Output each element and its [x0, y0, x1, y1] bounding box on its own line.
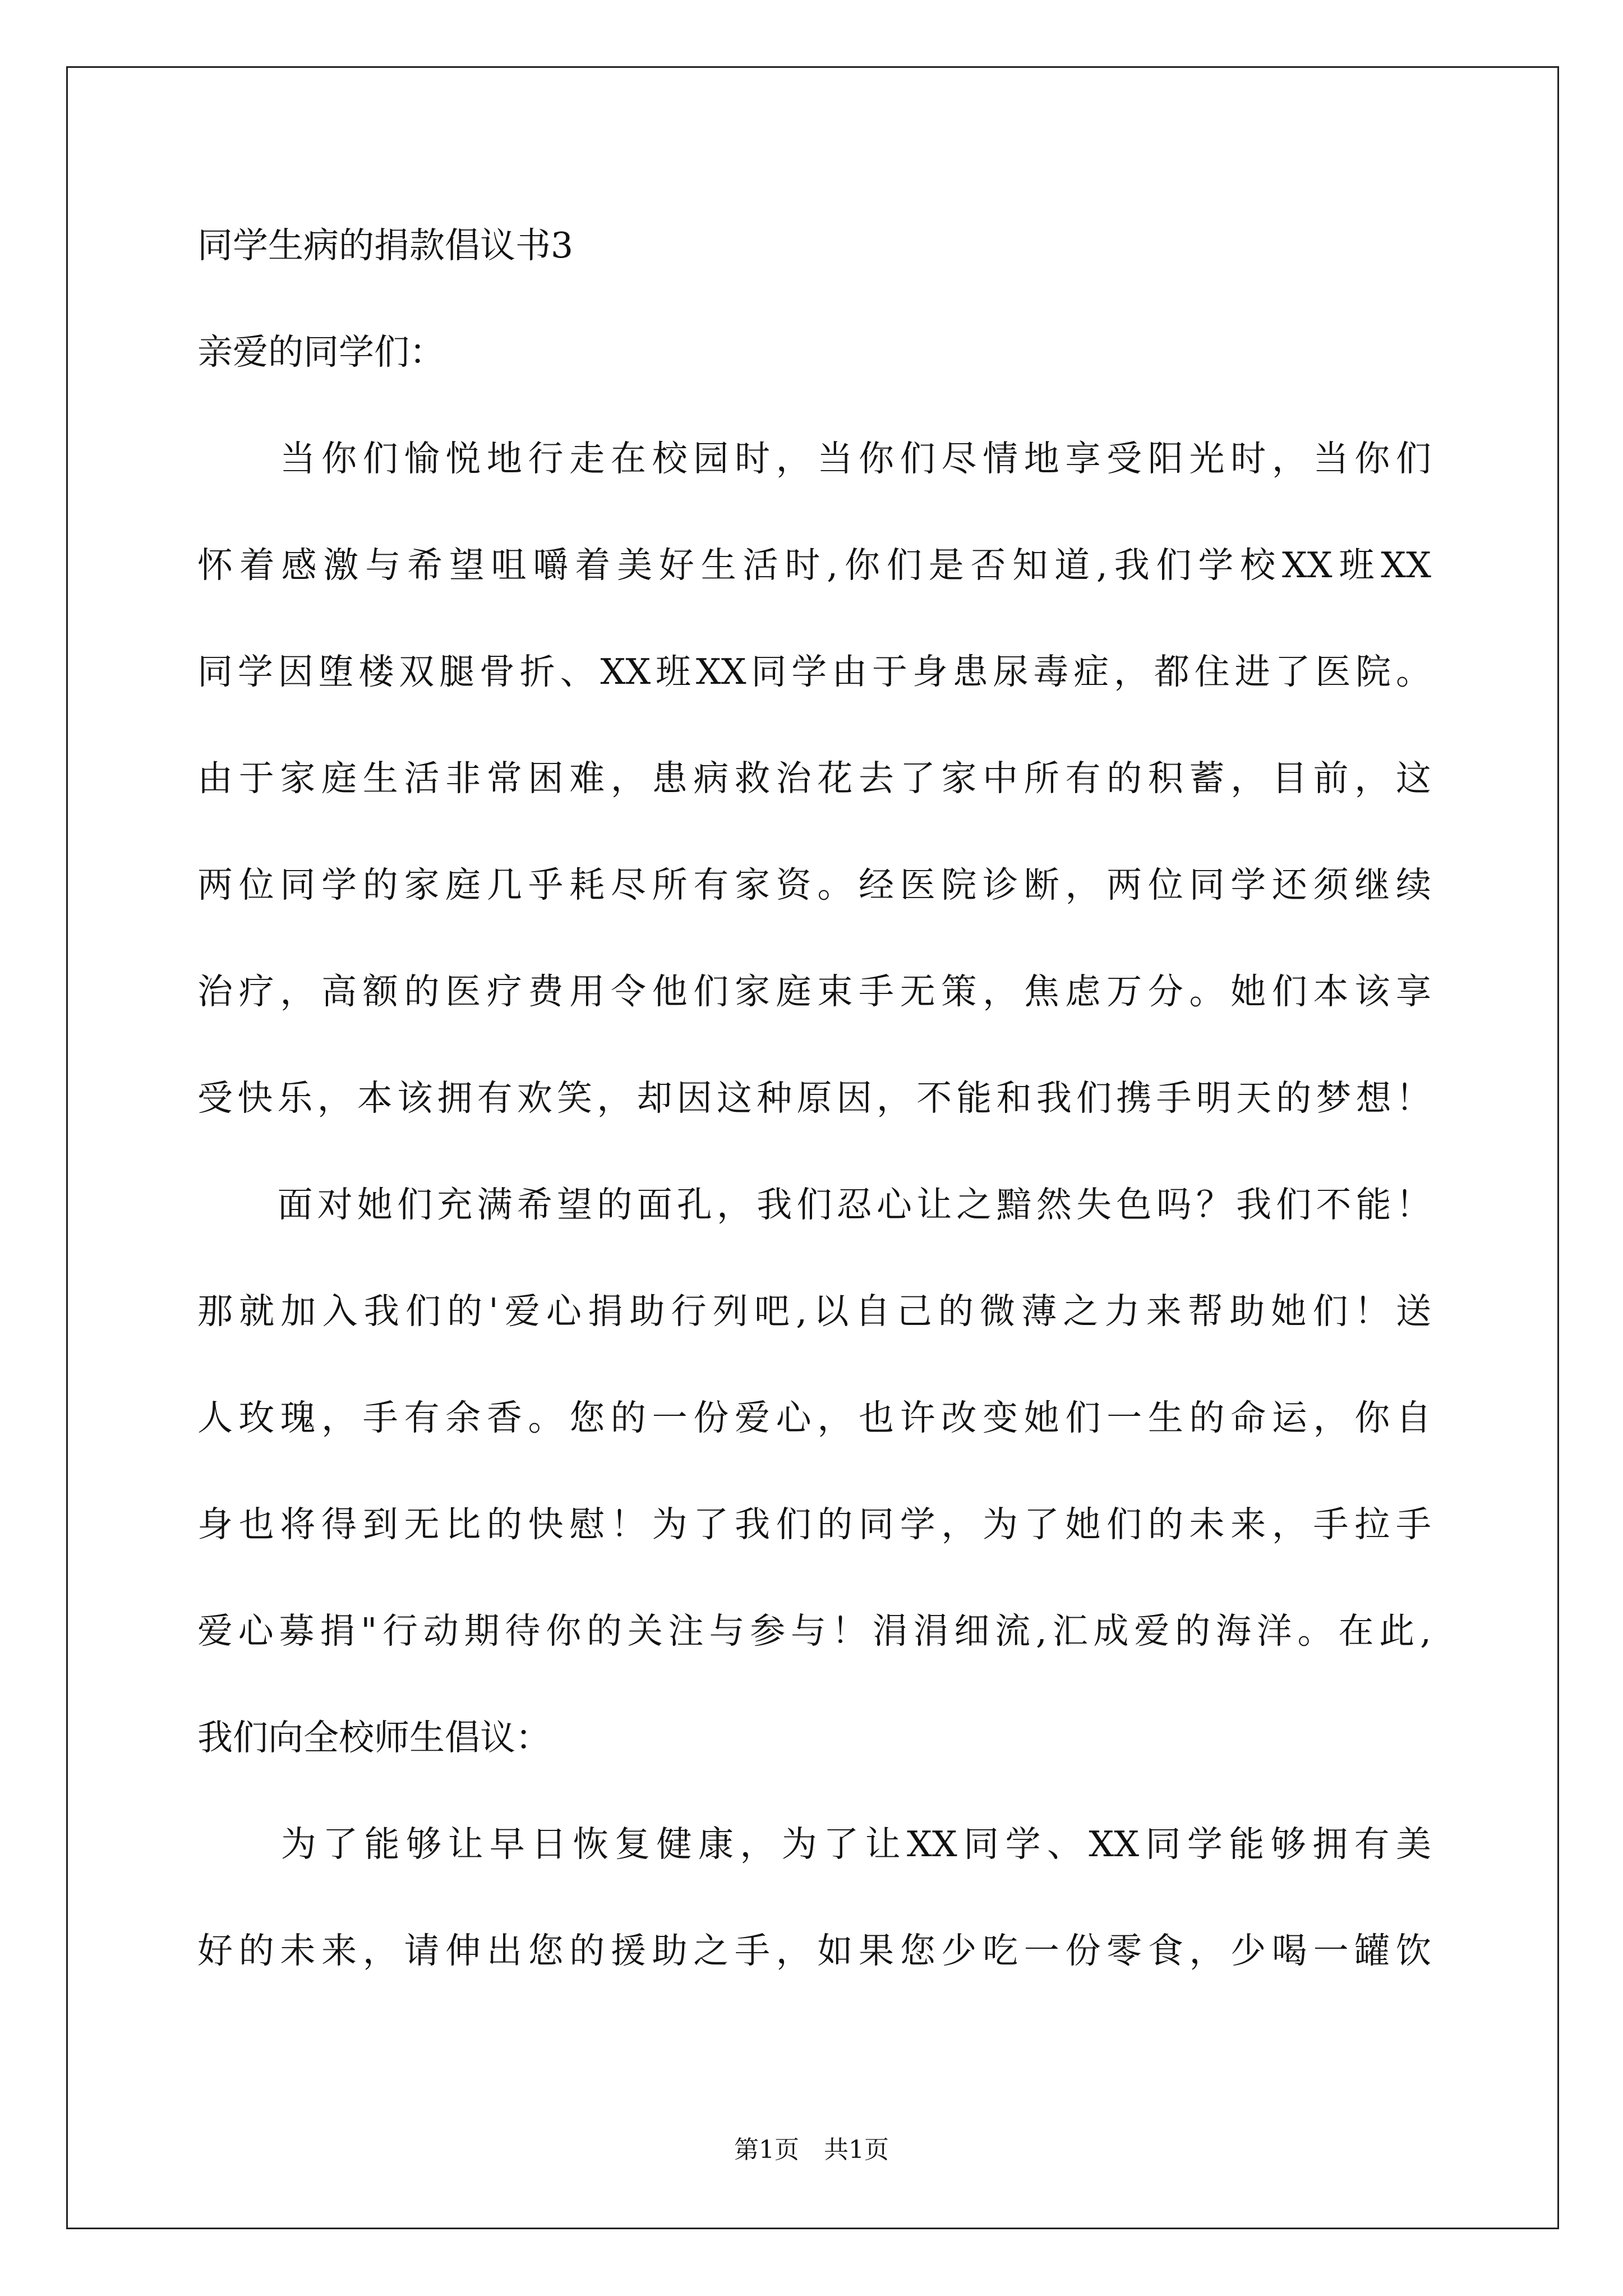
salutation: 亲爱的同学们： — [197, 332, 445, 372]
paragraph-line: 人玫瑰，手有余香。您的一份爱心，也许改变她们一生的命运，你自 — [197, 1397, 1431, 1438]
paragraph-line: 爱心募捐"行动期待你的关注与参与！涓涓细流,汇成爱的海洋。在此, — [197, 1611, 1431, 1651]
page-border — [66, 66, 1559, 2229]
paragraph-line: 我们向全校师生倡议： — [197, 1717, 551, 1758]
paragraph-line: 两位同学的家庭几乎耗尽所有家资。经医院诊断，两位同学还须继续 — [197, 864, 1431, 905]
paragraph-line: 由于家庭生活非常困难，患病救治花去了家中所有的积蓄，目前，这 — [197, 758, 1431, 799]
paragraph-line: 身也将得到无比的快慰！为了我们的同学，为了她们的未来，手拉手 — [197, 1504, 1431, 1545]
paragraph-line: 那就加入我们的'爱心捐助行列吧,以自己的微薄之力来帮助她们！送 — [197, 1291, 1431, 1332]
paragraph-line: 面对她们充满希望的面孔，我们忍心让之黯然失色吗？我们不能！ — [197, 1184, 1431, 1225]
paragraph-line: 当你们愉悦地行走在校园时，当你们尽情地享受阳光时，当你们 — [197, 438, 1431, 479]
paragraph-line: 治疗，高额的医疗费用令他们家庭束手无策，焦虑万分。她们本该享 — [197, 971, 1431, 1012]
document-title: 同学生病的捐款倡议书3 — [197, 225, 574, 266]
page-number: 第1页 共1页 — [734, 2136, 889, 2164]
paragraph-line: 同学因堕楼双腿骨折、XX班XX同学由于身患尿毒症，都住进了医院。 — [197, 651, 1431, 692]
paragraph-line: 受快乐，本该拥有欢笑，却因这种原因，不能和我们携手明天的梦想！ — [197, 1078, 1431, 1119]
paragraph-line: 怀着感激与希望咀嚼着美好生活时,你们是否知道,我们学校XX班XX — [197, 545, 1431, 586]
paragraph-line: 好的未来，请伸出您的援助之手，如果您少吃一份零食，少喝一罐饮 — [197, 1930, 1431, 1971]
paragraph-line: 为了能够让早日恢复健康，为了让XX同学、XX同学能够拥有美 — [197, 1824, 1431, 1865]
